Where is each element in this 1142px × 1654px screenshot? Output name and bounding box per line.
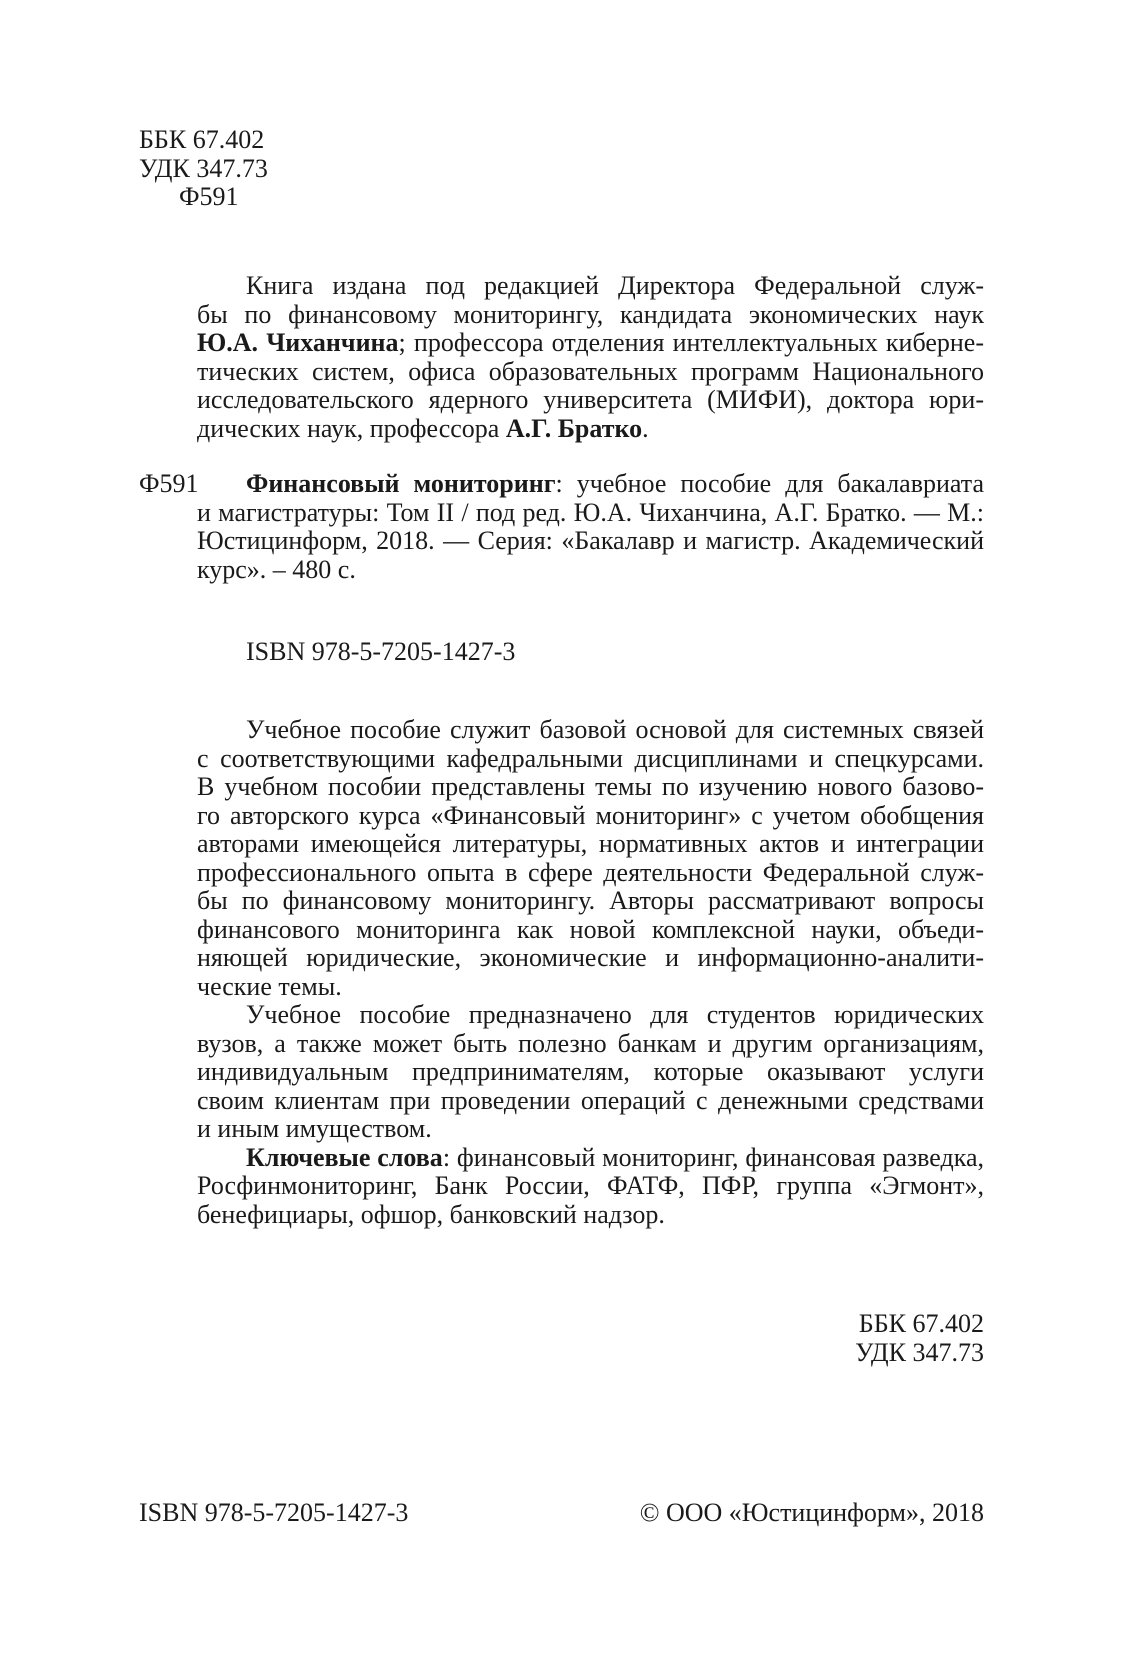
bibliographic-line: курс». – 480 с. (197, 554, 356, 584)
annotation-line: вузов, а также может быть полезно банкам и другим организациям, (197, 1028, 984, 1058)
bbk-code: ББК 67.402 (858, 1309, 984, 1338)
editors-line: тических систем, офиса образовательных программ Национального (197, 356, 984, 386)
editors-line: бы по финансовому мониторингу, кандидата экономических наук (197, 299, 984, 329)
keywords-line: Росфинмониторинг, Банк России, ФАТФ, ПФР, группа «Эгмонт», (197, 1171, 984, 1200)
editor-name: Ю.А. Чиханчина (197, 328, 399, 357)
annotation-line: В учебном пособии представлены темы по изучению нового базово- (197, 772, 984, 801)
editors-line: Книга издана под редакцией Директора Федеральной служ- (246, 271, 984, 300)
annotation-line: профессионального опыта в сфере деятельности Федеральной служ- (197, 857, 984, 887)
annotation-line: и иным имуществом. (197, 1114, 432, 1143)
annotation-line: авторами имеющейся литературы, нормативных актов и интеграции (197, 829, 984, 858)
footer-isbn: ISBN 978-5-7205-1427-3 (139, 1498, 409, 1527)
editors-line: исследовательского ядерного университета (МИФИ), доктора юри- (197, 385, 984, 414)
udk-code: УДК 347.73 (855, 1337, 984, 1367)
annotation-line: ческие темы. (197, 971, 342, 1001)
classification-codes-bottom (855, 1310, 984, 1367)
book-title: Финансовый мониторинг (246, 469, 556, 498)
bibliographic-line: и магистратуры: Том II / под ред. Ю.А. Чиханчина, А.Г. Братко. — М.: (197, 497, 984, 527)
annotation-line: го авторского курса «Финансовый мониторинг» с учетом обобщения (197, 800, 984, 830)
isbn: ISBN 978-5-7205-1427-3 (246, 637, 516, 666)
annotation-line: Учебное пособие служит базовой основой для системных связей (246, 715, 984, 744)
udk-code: УДК 347.73 (139, 153, 268, 183)
annotation-line: индивидуальным предпринимателям, которые оказывают услуги (197, 1057, 984, 1086)
annotation-line: с соответствующими кафедральными дисциплинами и спецкурсами. (197, 743, 984, 773)
author-mark: Ф591 (179, 182, 239, 211)
editors-line: Ю.А. Чиханчина; профессора отделения интеллектуальных киберне- (197, 328, 985, 357)
keywords-line: Ключевые слова: финансовый мониторинг, финансовая разведка, (246, 1142, 985, 1172)
bbk-code: ББК 67.402 (139, 125, 265, 154)
editors-note (197, 272, 984, 443)
copyright: © ООО «Юстицинформ», 2018 (639, 1498, 984, 1527)
editors-line: дических наук, профессора А.Г. Братко. (197, 413, 649, 443)
annotation-line: бы по финансовому мониторингу. Авторы рассматривают вопросы (197, 886, 984, 915)
annotation-line: финансового мониторинга как новой комплексной науки, объеди- (197, 914, 984, 944)
bibliographic-entry (197, 470, 984, 584)
bibliographic-line: Юстицинформ, 2018. — Серия: «Бакалавр и магистр. Академический (197, 526, 984, 555)
cip-author-mark: Ф591 (139, 469, 199, 498)
annotation (197, 716, 984, 1229)
editor-name: А.Г. Братко (505, 413, 643, 443)
annotation-line: своим клиентам при проведении операций с денежными средствами (197, 1085, 984, 1115)
keywords-label: Ключевые слова (246, 1142, 443, 1172)
bibliographic-line: Финансовый мониторинг: учебное пособие для бакалавриата (246, 469, 984, 498)
annotation-line: Учебное пособие предназначено для студентов юридических (246, 1000, 984, 1029)
keywords-line: бенефициары, офшор, банковский надзор. (197, 1199, 665, 1229)
classification-codes-top (139, 126, 399, 212)
annotation-line: няющей юридические, экономические и информационно-аналити- (197, 943, 984, 972)
